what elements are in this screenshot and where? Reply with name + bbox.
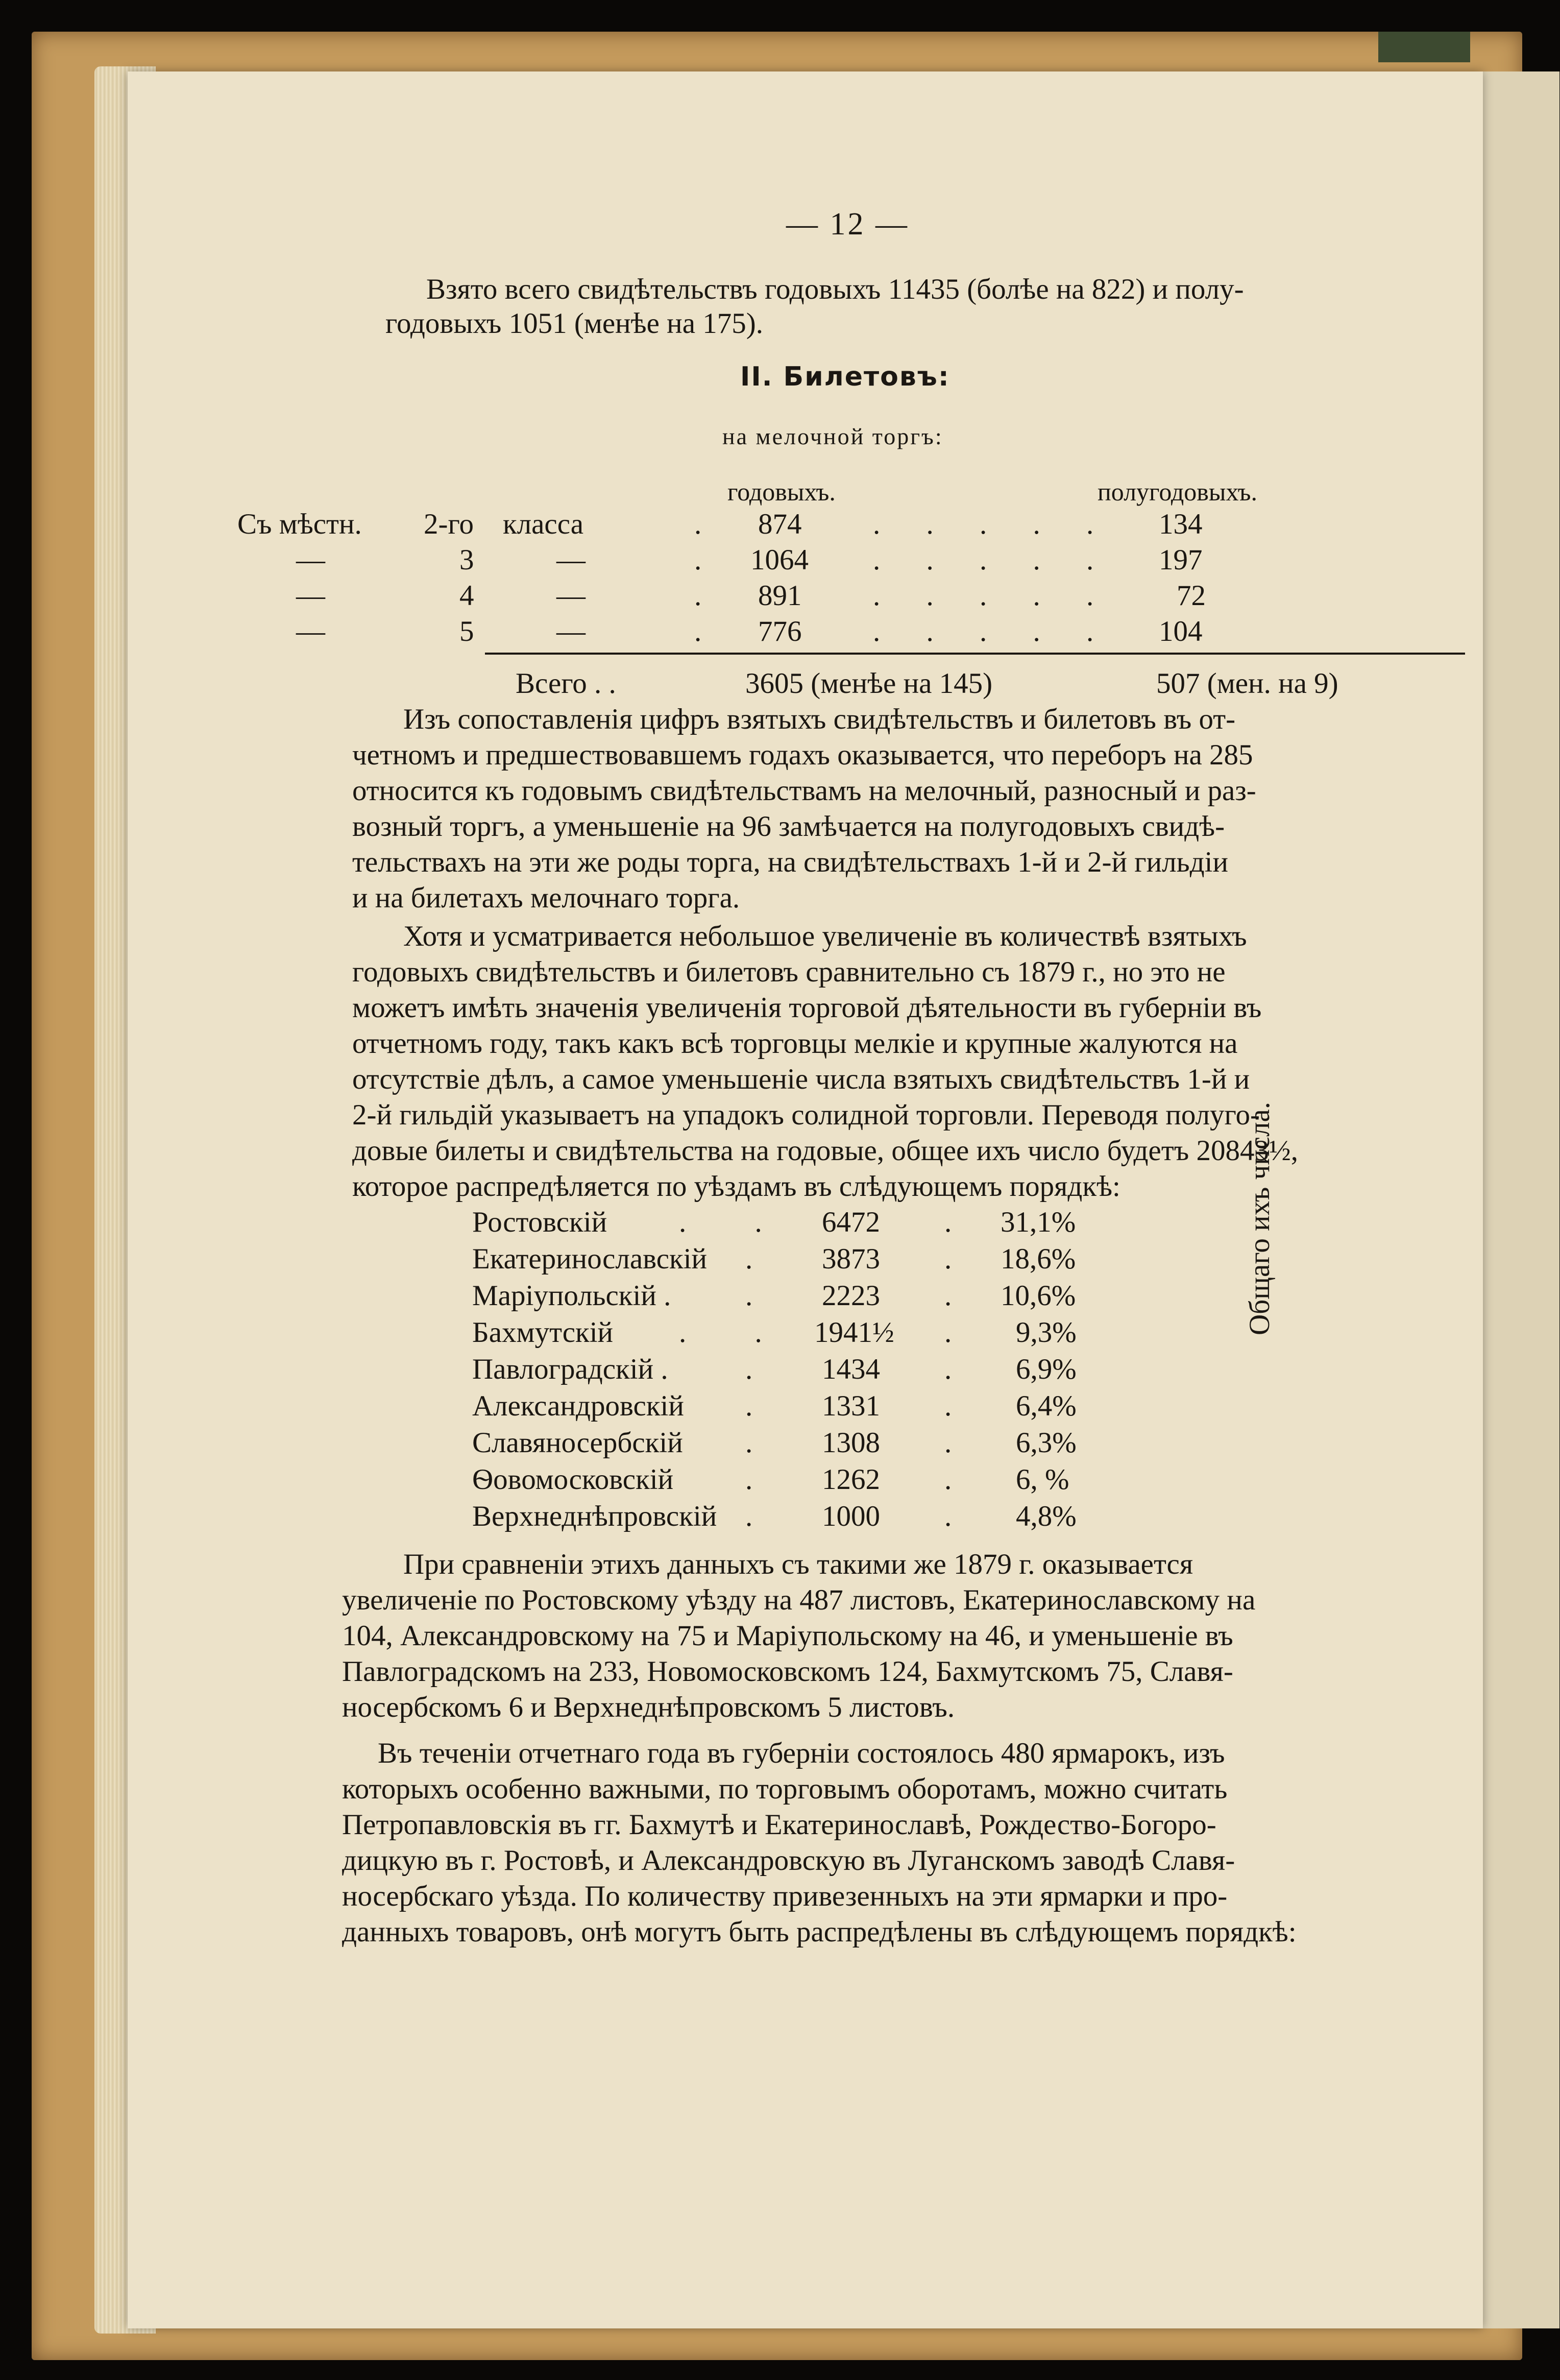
district-percent: 31,1%	[1001, 1206, 1076, 1238]
table-cell: 5	[459, 615, 474, 647]
district-percent: 18,6%	[1001, 1243, 1076, 1275]
paragraph-line: Хотя и усматривается небольшое увеличеніе въ количествѣ взятыхъ	[403, 920, 1247, 952]
table-cell: —	[556, 615, 586, 647]
table-cell: . . . . .	[873, 544, 1113, 576]
table-cell: 4	[459, 580, 474, 612]
district-name: Славяносербскій	[472, 1427, 683, 1459]
table-total-label: Всего . .	[516, 667, 616, 700]
intro-line: Взято всего свидѣтельствъ годовыхъ 11435 (болѣе на 822) и полу-	[426, 273, 1244, 305]
table-cell: —	[296, 580, 325, 612]
section-heading: II. Билетовъ:	[740, 362, 950, 392]
table-cell: .	[694, 615, 702, 647]
district-dots: .	[944, 1353, 952, 1385]
paragraph-line: 2-й гильдій указываетъ на упадокъ солидной торговли. Переводя полуго-	[352, 1099, 1260, 1131]
district-count: 1331	[822, 1390, 880, 1422]
paragraph-line: довые билеты и свидѣтельства на годовые, общее ихъ число будетъ 20843½,	[352, 1135, 1298, 1167]
table-cell-half-year: 134	[1159, 508, 1203, 540]
paragraph-line: Павлоградскомъ на 233, Новомосковскомъ 124, Бахмутскомъ 75, Славя-	[342, 1655, 1233, 1688]
paragraph-line: носербскаго уѣзда. По количеству привезенныхъ на эти ярмарки и про-	[342, 1880, 1228, 1912]
paragraph-line: можетъ имѣть значенія увеличенія торговой дѣятельности въ губерніи въ	[352, 992, 1262, 1024]
table-cell-half-year: 72	[1177, 580, 1206, 612]
district-dots: . .	[679, 1316, 793, 1349]
district-dots: .	[745, 1390, 753, 1422]
district-dots: .	[745, 1427, 753, 1459]
district-dots: .	[745, 1243, 753, 1275]
table-cell: 2-го	[424, 508, 474, 540]
district-percent: 6, %	[1016, 1463, 1069, 1496]
district-dots: .	[745, 1353, 753, 1385]
table-cell: . . . . .	[873, 580, 1113, 612]
table-cell: класса	[503, 508, 584, 540]
district-name: Ѳовомосковскій	[472, 1463, 674, 1496]
paragraph-line: увеличеніе по Ростовскому уѣзду на 487 листовъ, Екатеринославскому на	[342, 1584, 1256, 1616]
table-cell-half-year: 104	[1159, 615, 1203, 647]
document-page	[128, 71, 1483, 2328]
table-cell: 3	[459, 544, 474, 576]
district-name: Павлоградскій .	[472, 1353, 668, 1385]
paragraph-line: данныхъ товаровъ, онѣ могутъ быть распредѣлены въ слѣдующемъ порядкѣ:	[342, 1916, 1297, 1948]
page-number: — 12 —	[786, 207, 909, 242]
table-cell-annual: 1064	[750, 544, 809, 576]
paragraph-line: При сравненіи этихъ данныхъ съ такими же 1879 г. оказывается	[403, 1548, 1193, 1580]
table-cell-half-year: 197	[1159, 544, 1203, 576]
district-percent: 9,3%	[1016, 1316, 1077, 1349]
column-header-annual: годовыхъ.	[727, 477, 836, 506]
table-cell: —	[556, 580, 586, 612]
table-cell: —	[296, 544, 325, 576]
paragraph-line: и на билетахъ мелочнаго торга.	[352, 882, 740, 914]
side-note-vertical: Общаго ихъ числа.	[1244, 1101, 1276, 1335]
district-dots: .	[745, 1463, 753, 1496]
district-dots: . .	[679, 1206, 793, 1238]
table-cell: .	[694, 580, 702, 612]
table-cell-annual: 776	[758, 615, 802, 647]
district-count: 1308	[822, 1427, 880, 1459]
district-dots: .	[944, 1500, 952, 1532]
district-dots: .	[944, 1390, 952, 1422]
table-total-half-year: 507 (мен. на 9)	[1156, 667, 1338, 700]
table-cell: —	[556, 544, 586, 576]
district-percent: 6,3%	[1016, 1427, 1077, 1459]
district-dots: .	[944, 1280, 952, 1312]
intro-line: годовыхъ 1051 (менѣе на 175).	[385, 307, 763, 340]
table-total-rule	[485, 653, 1465, 655]
table-subtitle: на мелочной торгъ:	[722, 423, 943, 449]
district-dots: .	[944, 1463, 952, 1496]
paragraph-line: дицкую въ г. Ростовѣ, и Александровскую въ Луганскомъ заводѣ Славя-	[342, 1844, 1235, 1877]
paragraph-line: 104, Александровскому на 75 и Маріупольскому на 46, и уменьшеніе въ	[342, 1620, 1233, 1652]
paragraph-line: которое распредѣляется по уѣздамъ въ слѣдующемъ порядкѣ:	[352, 1170, 1120, 1203]
table-total-annual: 3605 (менѣе на 145)	[745, 667, 993, 700]
table-cell: —	[296, 615, 325, 647]
district-name: Маріупольскій .	[472, 1280, 671, 1312]
district-count: 3873	[822, 1243, 880, 1275]
table-cell-annual: 874	[758, 508, 802, 540]
facing-page-edge	[1483, 71, 1559, 2328]
district-dots: .	[944, 1427, 952, 1459]
district-percent: 6,9%	[1016, 1353, 1077, 1385]
paragraph-line: которыхъ особенно важными, по торговымъ оборотамъ, можно считать	[342, 1773, 1228, 1805]
district-percent: 4,8%	[1016, 1500, 1077, 1532]
paragraph-line: Въ теченіи отчетнаго года въ губерніи состоялось 480 ярмарокъ, изъ	[378, 1737, 1225, 1769]
table-cell-annual: 891	[758, 580, 802, 612]
table-cell: .	[694, 508, 702, 540]
district-name: Александровскій	[472, 1390, 684, 1422]
paragraph-line: годовыхъ свидѣтельствъ и билетовъ сравнительно съ 1879 г., но это не	[352, 956, 1226, 988]
district-dots: .	[745, 1280, 753, 1312]
district-count: 6472	[822, 1206, 880, 1238]
paragraph-line: возный торгъ, а уменьшеніе на 96 замѣчается на полугодовыхъ свидѣ-	[352, 810, 1225, 843]
table-cell: . . . . .	[873, 615, 1113, 647]
paragraph-line: четномъ и предшествовавшемъ годахъ оказывается, что переборъ на 285	[352, 739, 1253, 771]
district-name: Ростовскій	[472, 1206, 607, 1238]
district-dots: .	[944, 1243, 952, 1275]
paragraph-line: отчетномъ году, такъ какъ всѣ торговцы мелкіе и крупные жалуются на	[352, 1027, 1238, 1060]
paragraph-line: носербскомъ 6 и Верхнеднѣпровскомъ 5 листовъ.	[342, 1691, 955, 1723]
table-cell: Съ мѣстн.	[237, 508, 362, 540]
book-spine	[1378, 32, 1470, 62]
district-percent: 10,6%	[1001, 1280, 1076, 1312]
district-count: 2223	[822, 1280, 880, 1312]
district-name: Верхнеднѣпровскій	[472, 1500, 717, 1532]
paragraph-line: Петропавловскія въ гг. Бахмутѣ и Екатеринославѣ, Рождество-Богоро-	[342, 1809, 1216, 1841]
district-count: 1941½	[814, 1316, 894, 1349]
district-count: 1434	[822, 1353, 880, 1385]
district-name: Бахмутскій	[472, 1316, 614, 1349]
district-count: 1262	[822, 1463, 880, 1496]
paragraph-line: Изъ сопоставленія цифръ взятыхъ свидѣтельствъ и билетовъ въ от-	[403, 703, 1236, 735]
table-cell: .	[694, 544, 702, 576]
district-dots: .	[944, 1316, 952, 1349]
district-dots: .	[944, 1206, 952, 1238]
paragraph-line: относится къ годовымъ свидѣтельствамъ на мелочный, разносный и раз-	[352, 775, 1256, 807]
column-header-half-year: полугодовыхъ.	[1098, 477, 1257, 506]
district-name: Екатеринославскій	[472, 1243, 708, 1275]
district-count: 1000	[822, 1500, 880, 1532]
paragraph-line: отсутствіе дѣлъ, а самое уменьшеніе числа взятыхъ свидѣтельствъ 1-й и	[352, 1063, 1250, 1095]
table-cell: . . . . .	[873, 508, 1113, 540]
paragraph-line: тельствахъ на эти же роды торга, на свидѣтельствахъ 1-й и 2-й гильдіи	[352, 846, 1228, 878]
district-dots: .	[745, 1500, 753, 1532]
district-percent: 6,4%	[1016, 1390, 1077, 1422]
